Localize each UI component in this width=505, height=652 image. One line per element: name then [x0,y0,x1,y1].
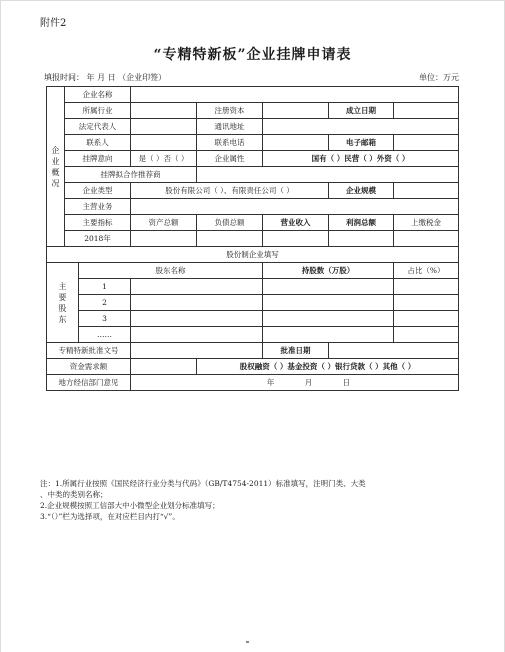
field-established-date[interactable] [394,103,459,119]
row-shareholder-section [47,247,459,263]
label-contact: 联系人 [65,135,131,151]
field-main-business[interactable] [131,199,459,215]
form-notes [40,478,470,522]
options-enterprise-type[interactable]: 股份有限公司（ ）、有限责任公司（ ） [131,183,329,199]
label-legal-rep: 法定代表人 [65,119,131,135]
shareholder-index: …… [79,327,131,343]
field-profit[interactable] [329,231,394,247]
field-phone[interactable] [263,135,329,151]
field-industry[interactable] [131,103,197,119]
label-indicators: 主要指标 [65,215,131,231]
attachment-label: 附件2 [40,18,67,29]
page-top-edge [0,0,505,1]
field-shareholder-name[interactable] [131,327,263,343]
shareholder-index: 1 [79,279,131,295]
label-property: 企业属性 [197,151,263,167]
section-enterprise-overview: 企 业 概 况 [47,87,65,247]
label-approval-date: 批准日期 [263,343,329,359]
label-listing-intent: 挂牌意向 [65,151,131,167]
label-established-date: 成立日期 [329,103,394,119]
note-line-3: 2.企业规模按照工信部大中小微型企业划分标准填写； [40,501,220,510]
field-shareholder-name[interactable] [131,279,263,295]
table-row [47,279,459,295]
field-legal-rep[interactable] [131,119,197,135]
note-line-4: 3.“（）”栏为选择项，在对应栏目内打“√”。 [40,512,180,521]
header-tax: 上缴税金 [394,215,459,231]
header-profit: 利润总额 [329,215,394,231]
header-ratio: 占比（%） [394,263,459,279]
shareholder-index: 3 [79,311,131,327]
row-main-business [47,199,459,215]
field-registered-capital[interactable] [263,103,329,119]
shareholder-index: 2 [79,295,131,311]
label-email: 电子邮箱 [329,135,394,151]
label-year: 2018年 [65,231,131,247]
field-ratio[interactable] [394,327,459,343]
field-contact[interactable] [131,135,197,151]
row-listing-intent [47,151,459,167]
field-enterprise-name[interactable] [131,87,459,103]
field-enterprise-scale[interactable] [394,183,459,199]
field-approval-date[interactable] [329,343,459,359]
field-shareholder-name[interactable] [131,295,263,311]
row-contact [47,135,459,151]
row-legal-rep [47,119,459,135]
label-enterprise-scale: 企业规模 [329,183,394,199]
row-opinion [47,375,459,391]
field-funding[interactable] [131,359,197,375]
row-industry [47,103,459,119]
page-left-edge [0,0,1,652]
opinion-day: 日 [342,378,351,387]
row-enterprise-type [47,183,459,199]
form-title: “专精特新板”企业挂牌申请表 [153,47,352,63]
field-tax[interactable] [394,231,459,247]
row-year-2018 [47,231,459,247]
label-enterprise-name: 企业名称 [65,87,131,103]
row-shareholder-header [47,263,459,279]
field-shares[interactable] [263,279,394,295]
label-phone: 联系电话 [197,135,263,151]
label-industry: 所属行业 [65,103,131,119]
field-recommender[interactable] [197,167,459,183]
field-revenue[interactable] [263,231,329,247]
label-address: 通讯地址 [197,119,263,135]
label-recommender: 挂牌拟合作推荐商 [65,167,197,183]
field-total-liabilities[interactable] [197,231,263,247]
row-funding [47,359,459,375]
application-form-table [46,86,459,391]
row-recommender [47,167,459,183]
options-property[interactable]: 国有（ ）民营（ ）外资（ ） [263,151,459,167]
note-line-1: 注：1.所属行业按照《国民经济行业分类与代码》（GB/T4754-2011）标准填写，注明门类、大类 [40,479,366,488]
field-address[interactable] [263,119,459,135]
section-main-shareholders: 主 要 股 东 [47,263,79,343]
field-approval-doc[interactable] [131,343,263,359]
label-main-business: 主营业务 [65,199,131,215]
field-shareholder-name[interactable] [131,311,263,327]
label-approval-doc: 专精特新批准文号 [47,343,131,359]
section-shareholding-header: 股份制企业填写 [47,247,459,263]
field-shares[interactable] [263,311,394,327]
row-enterprise-name [47,87,459,103]
field-opinion[interactable] [131,375,459,391]
options-listing-intent[interactable]: 是（ ）否（ ） [131,151,197,167]
field-email[interactable] [394,135,459,151]
field-ratio[interactable] [394,279,459,295]
scan-speck [246,641,249,643]
field-shares[interactable] [263,327,394,343]
field-ratio[interactable] [394,295,459,311]
label-enterprise-type: 企业类型 [65,183,131,199]
header-revenue: 营业收入 [263,215,329,231]
field-shares[interactable] [263,295,394,311]
unit-label: 单位：万元 [419,73,459,82]
table-row [47,311,459,327]
label-opinion: 地方经信部门意见 [47,375,131,391]
table-row [47,295,459,311]
table-row [47,327,459,343]
header-shares: 持股数（万股） [263,263,394,279]
header-total-liabilities: 负债总额 [197,215,263,231]
label-registered-capital: 注册资本 [197,103,263,119]
field-total-assets[interactable] [131,231,197,247]
opinion-month: 月 [304,378,313,387]
label-funding: 资金需求额 [47,359,131,375]
row-approval [47,343,459,359]
fill-time-line: 填报时间： 年 月 日 （企业印签） [44,73,167,82]
note-line-2: 、中类的类别名称； [40,490,108,499]
header-shareholder-name: 股东名称 [79,263,263,279]
field-ratio[interactable] [394,311,459,327]
opinion-year: 年 [266,378,275,387]
header-total-assets: 资产总额 [131,215,197,231]
options-funding[interactable]: 股权融资（ ）基金投资（ ）银行贷款（ ）其他（ ） [197,359,459,375]
row-indicators [47,215,459,231]
